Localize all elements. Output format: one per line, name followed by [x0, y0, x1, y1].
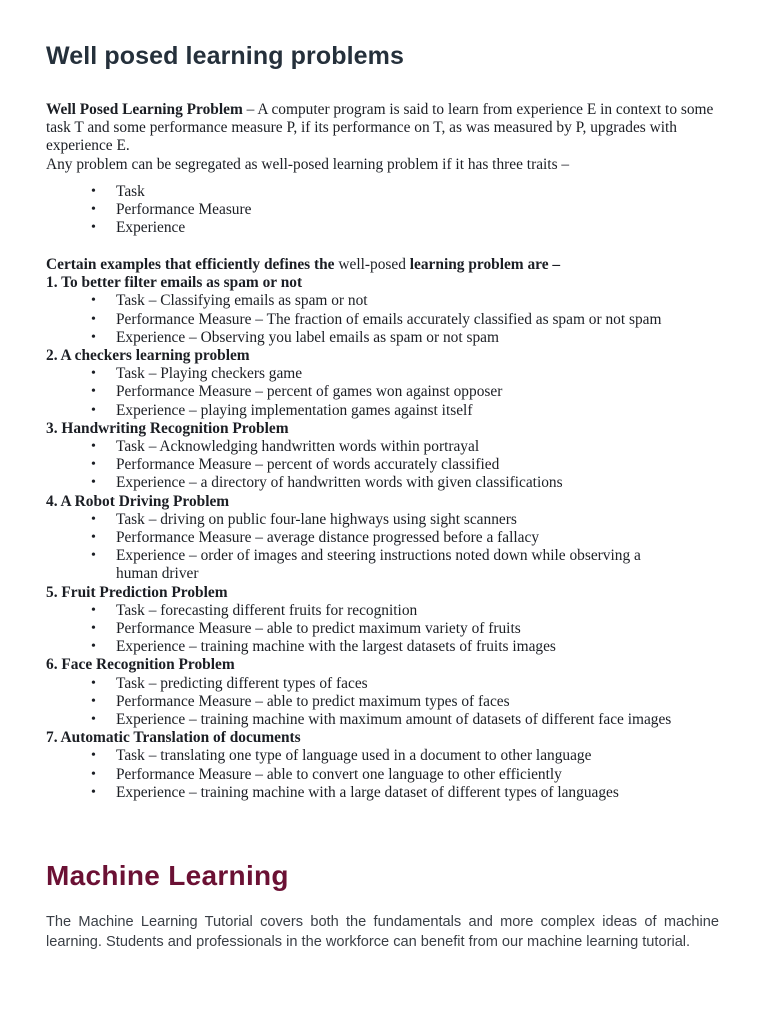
- example-heading: 2. A checkers learning problem: [46, 347, 250, 365]
- example-list: [46, 675, 726, 730]
- examples-lead-part1: Certain examples that efficiently defines the: [46, 256, 339, 273]
- list-item: • Performance Measure: [46, 201, 726, 219]
- intro-section: [46, 101, 726, 174]
- page-title: Well posed learning problems: [46, 42, 404, 70]
- example-list: [46, 438, 726, 493]
- examples-section: [46, 256, 726, 802]
- list-item: • Performance Measure – percent of words accurately classified: [46, 456, 726, 474]
- example-heading: 5. Fruit Prediction Problem: [46, 583, 228, 601]
- list-item: • Experience – Observing you label emails as spam or not spam: [46, 329, 726, 347]
- example-list: [46, 602, 726, 657]
- list-item: • Experience – a directory of handwritten words with given classifications: [46, 474, 726, 492]
- example-list: [46, 511, 726, 584]
- list-item: • Task – forecasting different fruits for recognition: [46, 602, 726, 620]
- example-heading: 6. Face Recognition Problem: [46, 656, 235, 674]
- section-title-machine-learning: Machine Learning: [46, 860, 289, 891]
- example-heading: 1. To better filter emails as spam or not: [46, 274, 303, 292]
- list-item: • Performance Measure – able to predict maximum variety of fruits: [46, 620, 726, 638]
- list-item: • Task – translating one type of language used in a document to other language: [46, 747, 726, 765]
- definition-term: Well Posed Learning Problem: [46, 101, 243, 118]
- list-item: • Task – Classifying emails as spam or not: [46, 292, 726, 310]
- list-item: • Performance Measure – able to convert one language to other efficiently: [46, 766, 726, 784]
- example-list: [46, 292, 726, 347]
- list-item: • Experience – training machine with the largest datasets of fruits images: [46, 638, 726, 656]
- list-item: • Experience – playing implementation games against itself: [46, 402, 726, 420]
- definition-text: – A computer program is said to learn from experience E in context to some task T and some performance measure P, if its performance on T, as was measured by P, upgrades with experience E.: [46, 101, 714, 155]
- list-item: • Experience: [46, 219, 726, 237]
- example-heading: 7. Automatic Translation of documents: [46, 729, 301, 747]
- example-list: [46, 365, 726, 420]
- list-item: • Experience – training machine with a large dataset of different types of languages: [46, 784, 726, 802]
- definition-paragraph: [46, 101, 726, 156]
- list-item: • Experience – order of images and steering instructions noted down while observing a human driver: [46, 547, 726, 583]
- example-heading: 3. Handwriting Recognition Problem: [46, 419, 289, 437]
- list-item: • Performance Measure – average distance progressed before a fallacy: [46, 529, 726, 547]
- list-item: • Performance Measure – percent of games won against opposer: [46, 383, 726, 401]
- example-heading: 4. A Robot Driving Problem: [46, 492, 230, 510]
- examples-lead: [46, 256, 726, 274]
- list-item: • Task – Playing checkers game: [46, 365, 726, 383]
- list-item: • Task: [46, 183, 726, 201]
- examples-lead-part2: well-posed: [338, 256, 406, 273]
- list-item: • Task – predicting different types of faces: [46, 675, 726, 693]
- list-item: • Performance Measure – able to predict maximum types of faces: [46, 693, 726, 711]
- list-item: • Experience – training machine with maximum amount of datasets of different face images: [46, 711, 726, 729]
- list-item: • Performance Measure – The fraction of emails accurately classified as spam or not spam: [46, 311, 726, 329]
- list-item: • Task – Acknowledging handwritten words within portrayal: [46, 438, 726, 456]
- traits-intro: Any problem can be segregated as well-posed learning problem if it has three traits –: [46, 155, 570, 173]
- traits-list: [46, 183, 726, 238]
- list-item: • Task – driving on public four-lane highways using sight scanners: [46, 511, 726, 529]
- tutorial-paragraph: The Machine Learning Tutorial covers both the fundamentals and more complex ideas of machine learning. Students and professionals in the workforce can benefit from our machine learning tutorial.: [46, 914, 719, 950]
- examples-lead-part3: learning problem are –: [405, 256, 561, 273]
- example-list: [46, 747, 726, 802]
